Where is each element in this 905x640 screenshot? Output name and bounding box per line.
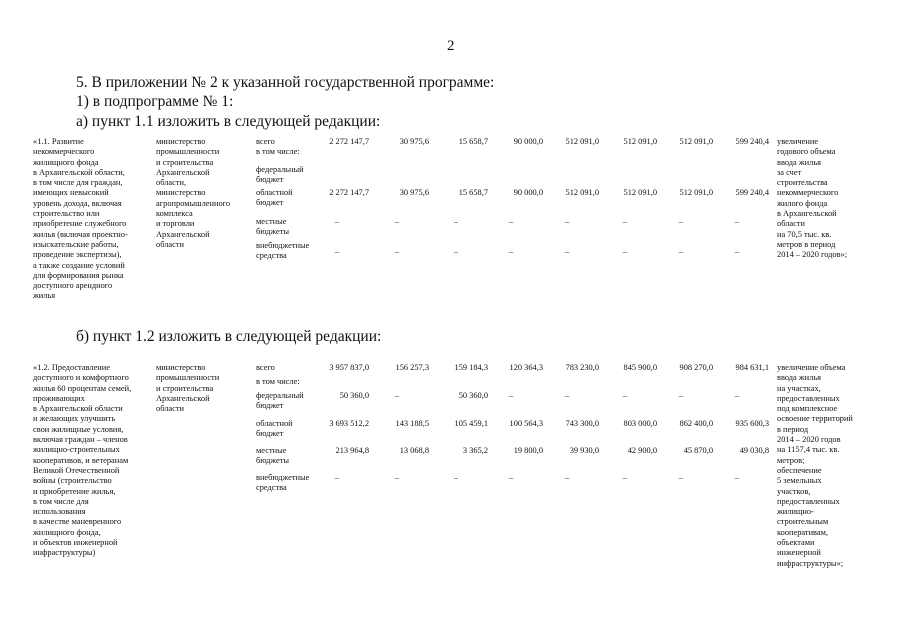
funding-value: 100 564,3 (509, 419, 543, 428)
funding-value: – (508, 217, 514, 226)
funding-value: 935 600,3 (735, 419, 769, 428)
funding-value: 3 957 837,0 (329, 363, 369, 372)
funding-value: 90 000,0 (513, 137, 543, 146)
funding-value: – (453, 473, 459, 482)
funding-value: – (678, 247, 684, 256)
funding-value: – (564, 391, 570, 400)
funding-value: – (334, 247, 340, 256)
expected-result: увеличение объема ввода жилья на участках, предоставленных под комплексное освоение территорий в период 2014 – 2020 годов на 1157,4 тыс. кв. метров; обеспечение 5 земельных участков, предоставленных жилищно- строительным кооперативам, объектами инженерной инфраструктуры»; (777, 363, 853, 568)
funding-value: 783 230,0 (565, 363, 599, 372)
funding-value: 50 360,0 (339, 391, 369, 400)
funding-value: – (564, 247, 570, 256)
funding-value: – (394, 473, 400, 482)
measure-name: «1.1. Развитие некоммерческого жилищного фонда в Архангельской области, в том числе для граждан, имеющих невысокий уровень дохода, включая строительство или приобретение служебного жилья (включая проектно- изыскательские работы, проведение экспертизы), а также создание условий для формирования рынка доступного арендного жилья (33, 137, 128, 301)
funding-value: – (508, 473, 514, 482)
funding-value: – (334, 217, 340, 226)
funding-value: – (564, 217, 570, 226)
funding-value: – (394, 217, 400, 226)
funding-value: 862 400,0 (679, 419, 713, 428)
executor: министерство промышленности и строительства Архангельской области (156, 363, 220, 414)
funding-value: – (508, 247, 514, 256)
funding-value: 45 870,0 (683, 446, 713, 455)
funding-value: – (678, 473, 684, 482)
funding-value: 42 900,0 (627, 446, 657, 455)
funding-value: 90 000,0 (513, 188, 543, 197)
funding-value: – (734, 247, 740, 256)
funding-value: 213 964,8 (335, 446, 369, 455)
funding-value: 2 272 147,7 (329, 137, 369, 146)
funding-value: 19 800,0 (513, 446, 543, 455)
funding-value: 30 975,6 (399, 188, 429, 197)
funding-value: 599 240,4 (735, 188, 769, 197)
paragraph-5: 5. В приложении № 2 к указанной государственной программе: (76, 74, 495, 91)
funding-value: 39 930,0 (569, 446, 599, 455)
funding-value: 803 000,0 (623, 419, 657, 428)
item-a-heading: а) пункт 1.1 изложить в следующей редакции: (76, 113, 381, 130)
funding-value: 512 091,0 (623, 137, 657, 146)
funding-value: 908 270,0 (679, 363, 713, 372)
funding-value: 3 693 512,2 (329, 419, 369, 428)
funding-source-label: в том числе: (256, 377, 300, 386)
funding-value: 984 631,1 (735, 363, 769, 372)
funding-value: – (453, 247, 459, 256)
funding-value: 599 240,4 (735, 137, 769, 146)
funding-value: 845 900,0 (623, 363, 657, 372)
measure-name: «1.2. Предоставление доступного и комфортного жилья 60 процентам семей, проживающих в Архангельской области и желающих улучшить свои жилищные условия, включая граждан – членов жилищно-строительных кооперативов, и ветеранам Великой Отечественной войны (строительство и приобретение жилья, в том числе для использования в качестве маневренного жилищного фонда, и объектов инженерной инфраструктуры) (33, 363, 132, 558)
funding-value: 512 091,0 (565, 137, 599, 146)
funding-value: – (564, 473, 570, 482)
funding-value: 15 658,7 (458, 137, 488, 146)
expected-result: увеличение годового объема ввода жилья за счет строительства некоммерческого жилого фонда в Архангельской области на 70,5 тыс. кв. метров в период 2014 – 2020 годов»; (777, 137, 848, 260)
funding-value: 3 365,2 (462, 446, 488, 455)
funding-value: 512 091,0 (679, 137, 713, 146)
funding-value: – (678, 217, 684, 226)
funding-value: – (678, 391, 684, 400)
funding-source-label: федеральный бюджет (256, 165, 304, 185)
funding-value: – (622, 217, 628, 226)
funding-value: – (508, 391, 514, 400)
funding-source-label: областной бюджет (256, 188, 293, 208)
executor: министерство промышленности и строительства Архангельской области, министерство агропромышленного комплекса и торговли Архангельской области (156, 137, 231, 249)
funding-value: – (334, 473, 340, 482)
funding-source-label: внебюджетные средства (256, 473, 310, 493)
funding-source-label: всего (256, 363, 275, 372)
funding-value: 50 360,0 (458, 391, 488, 400)
funding-value: 2 272 147,7 (329, 188, 369, 197)
funding-value: 49 030,8 (739, 446, 769, 455)
page-number: 2 (447, 38, 455, 54)
funding-value: – (622, 391, 628, 400)
subparagraph-1: 1) в подпрограмме № 1: (76, 93, 234, 110)
funding-value: 13 068,8 (399, 446, 429, 455)
funding-source-label: областной бюджет (256, 419, 293, 439)
funding-value: – (734, 473, 740, 482)
funding-source-label: всего в том числе: (256, 137, 300, 157)
funding-value: 143 188,5 (395, 419, 429, 428)
funding-value: 120 364,3 (509, 363, 543, 372)
funding-value: – (622, 247, 628, 256)
funding-value: 512 091,0 (679, 188, 713, 197)
funding-value: 159 184,3 (454, 363, 488, 372)
funding-value: 512 091,0 (623, 188, 657, 197)
funding-value: 512 091,0 (565, 188, 599, 197)
funding-value: – (394, 247, 400, 256)
funding-source-label: внебюджетные средства (256, 241, 310, 261)
funding-value: – (394, 391, 400, 400)
funding-value: 156 257,3 (395, 363, 429, 372)
funding-value: – (734, 217, 740, 226)
funding-source-label: местные бюджеты (256, 217, 290, 237)
funding-value: – (734, 391, 740, 400)
funding-value: – (453, 217, 459, 226)
funding-value: 105 459,1 (454, 419, 488, 428)
funding-source-label: федеральный бюджет (256, 391, 304, 411)
funding-value: – (622, 473, 628, 482)
funding-source-label: местные бюджеты (256, 446, 290, 466)
funding-value: 30 975,6 (399, 137, 429, 146)
funding-value: 743 300,0 (565, 419, 599, 428)
funding-value: 15 658,7 (458, 188, 488, 197)
item-b-heading: б) пункт 1.2 изложить в следующей редакции: (76, 328, 382, 345)
